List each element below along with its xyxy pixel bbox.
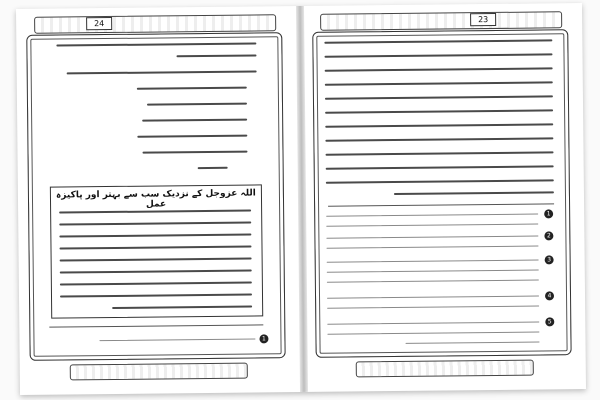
footnote-marker: 1 [259, 334, 268, 343]
footnote-marker: 3 [545, 255, 554, 264]
text-line [60, 258, 252, 262]
text-line [59, 222, 251, 226]
text-line [59, 234, 251, 238]
footnote-marker: 4 [545, 291, 554, 300]
section-title: اللہ عزوجل کے نزدیک سب سے بہتر اور پاکیزہ عمل [55, 188, 256, 210]
text-line [198, 167, 228, 169]
text-line [60, 270, 252, 274]
right-page-number: 23 [470, 13, 496, 26]
left-footer-banner [70, 363, 248, 381]
section-box [50, 184, 263, 318]
text-line [59, 246, 251, 250]
left-header-banner [34, 14, 276, 34]
right-page [312, 11, 578, 384]
footnote-marker: 5 [545, 317, 554, 326]
right-footer-banner [356, 360, 534, 378]
footnote-marker: 1 [544, 209, 553, 218]
text-line [60, 282, 252, 286]
footnote-marker: 2 [544, 231, 553, 240]
left-page [26, 14, 292, 387]
right-header-banner [320, 11, 562, 31]
left-page-number: 24 [86, 17, 112, 30]
text-line [60, 294, 252, 298]
text-line [112, 306, 252, 309]
book-gutter [296, 6, 308, 392]
booklet-spread [16, 3, 586, 395]
